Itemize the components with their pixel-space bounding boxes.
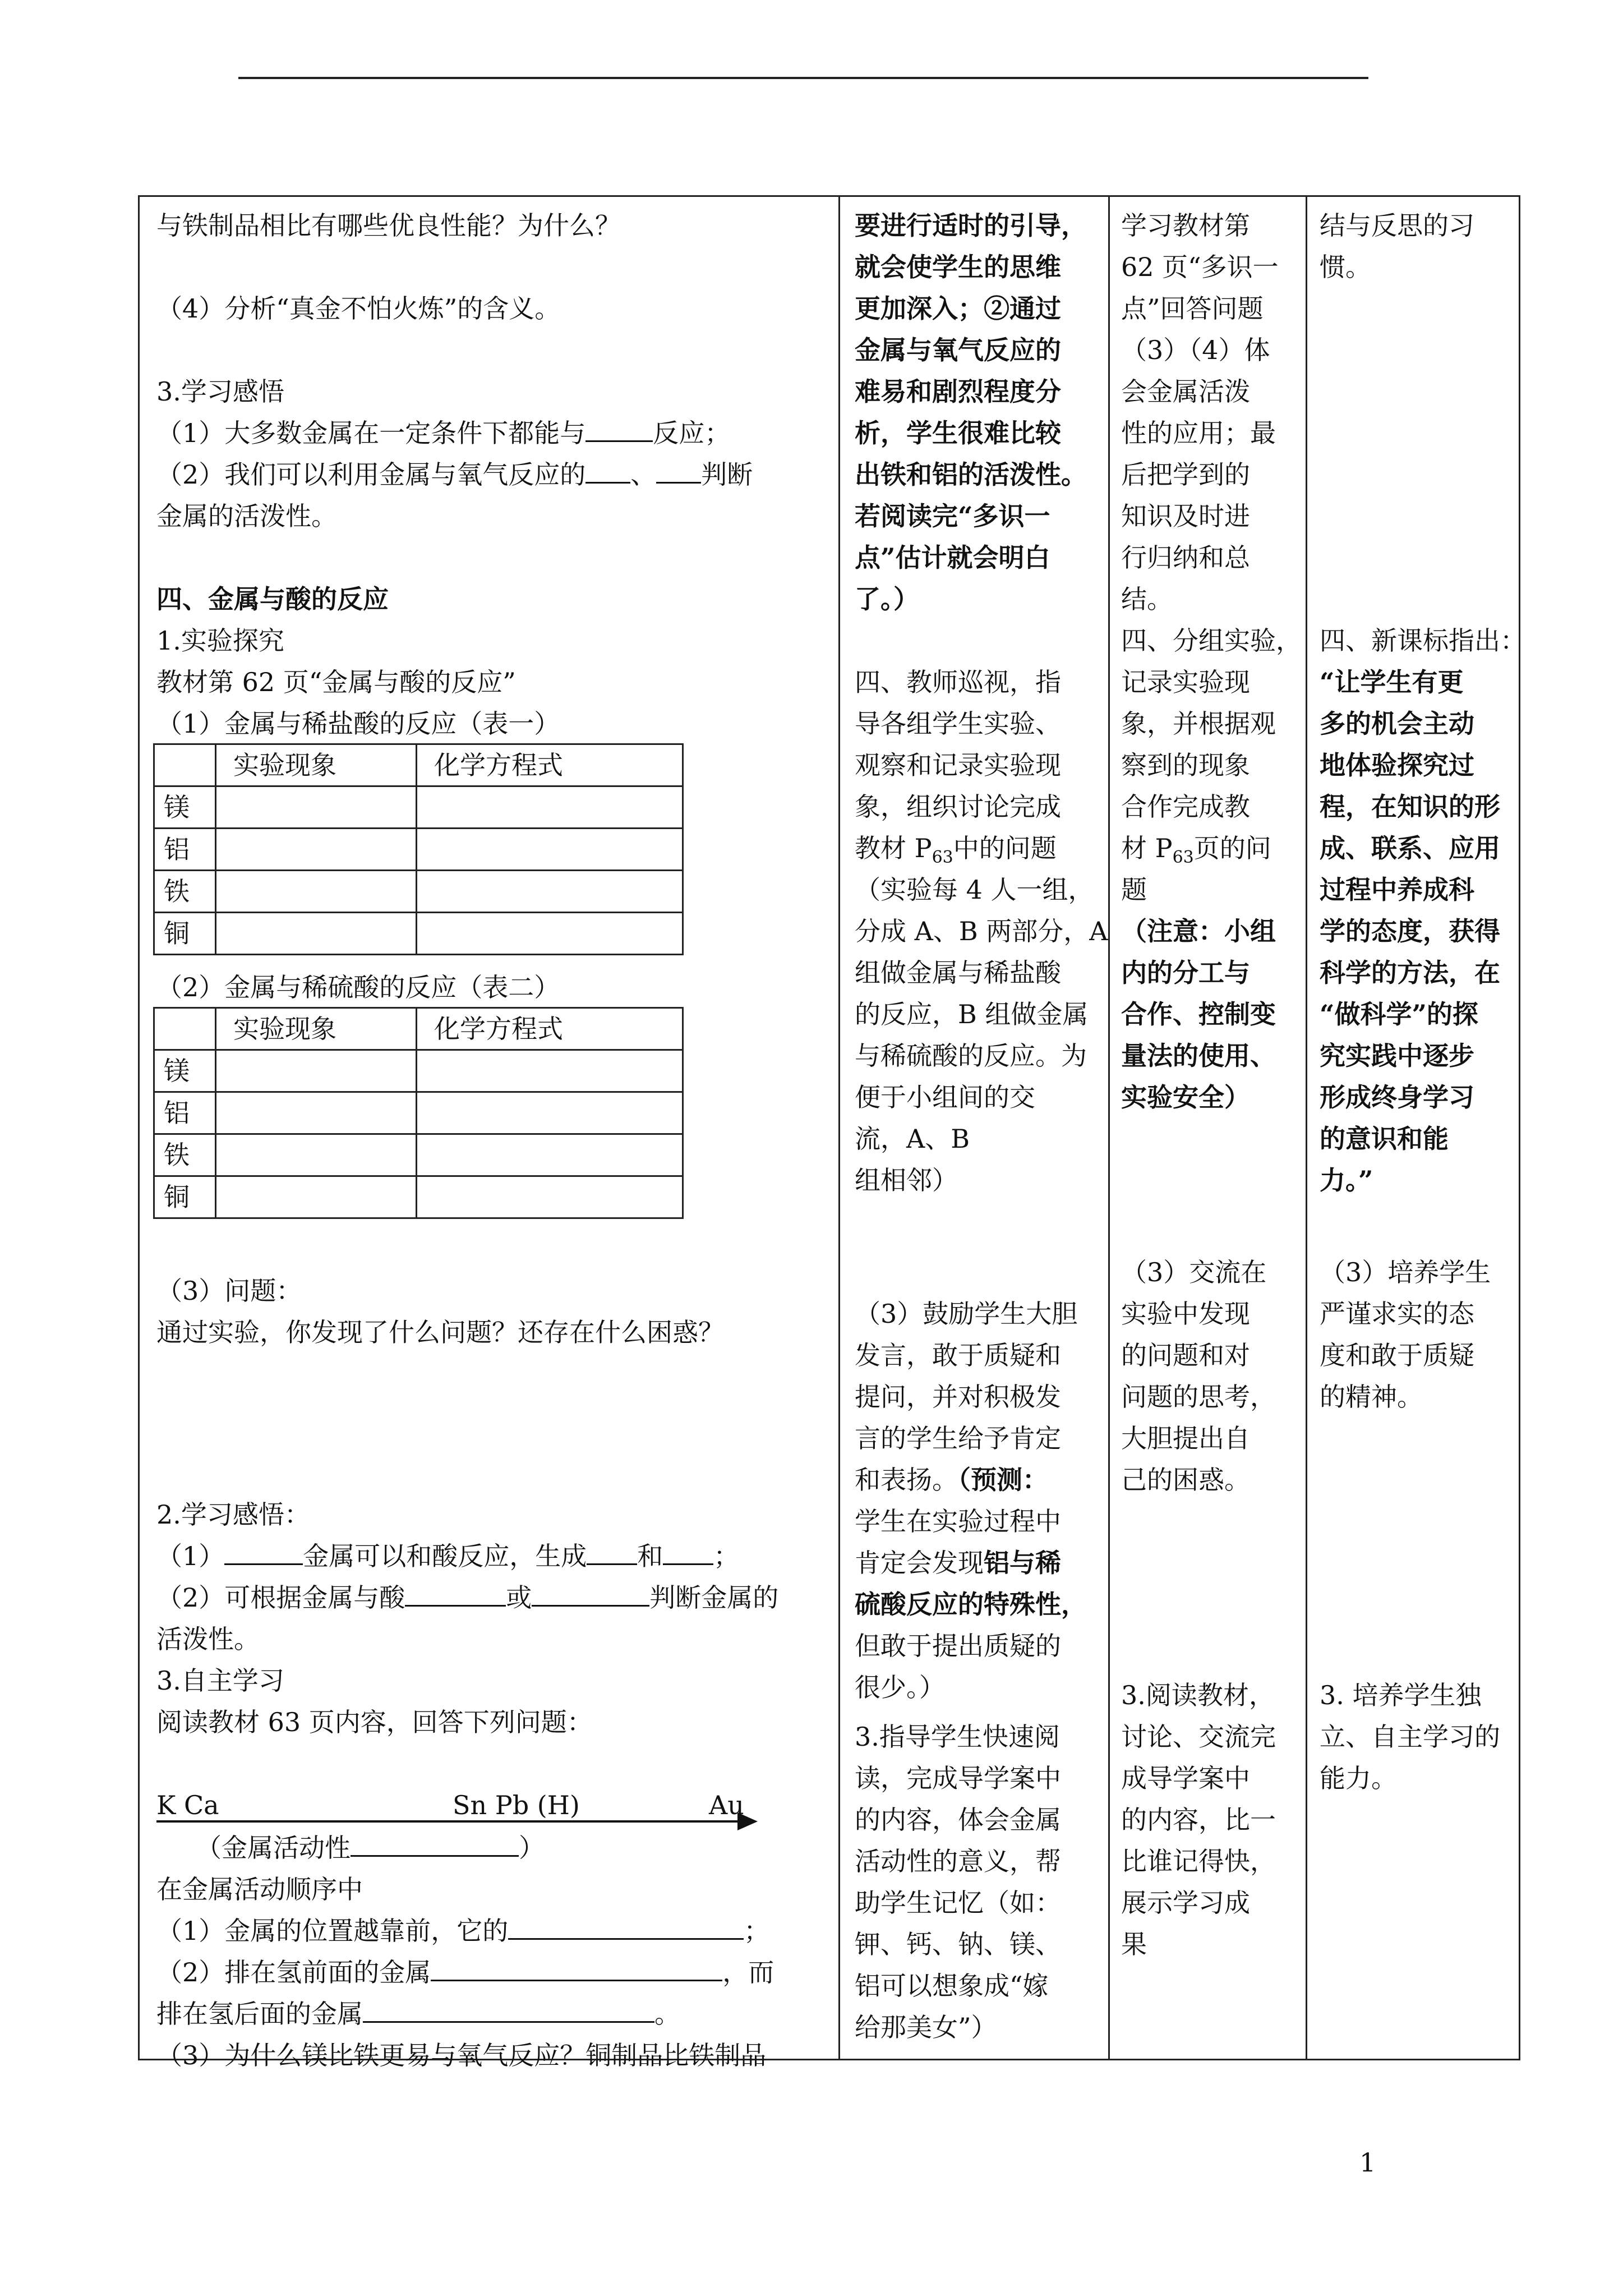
text-line: （实验每 4 人一组， (855, 875, 1094, 905)
text-line: 多的机会主动 (1320, 708, 1474, 739)
text-line: （3）（4）体 (1121, 335, 1270, 365)
text-line: 钾、钙、钠、镁、 (855, 1929, 1061, 1959)
text-line: 流，A、B (855, 1124, 970, 1154)
text-line: 导各组学生实验、 (855, 708, 1061, 739)
text-line: 果 (1121, 1929, 1147, 1959)
text-line: 学生在实验过程中 (855, 1506, 1061, 1536)
text-line: （3）问题： (156, 1276, 302, 1306)
answer-blank[interactable] (351, 1830, 519, 1857)
observation-cell[interactable] (216, 829, 417, 871)
text-line: （1）金属的位置越靠前，它的 ； (156, 1912, 769, 1949)
text-line: 很少。） (855, 1672, 945, 1703)
metal-cell: 镁 (154, 1050, 216, 1092)
text-line: 结与反思的习 (1320, 210, 1474, 241)
text-line: （2）排在氢前面的金属 ，而 (156, 1954, 774, 1991)
observation-cell[interactable] (216, 1092, 417, 1134)
text-line: （金属活动性 ） (196, 1829, 545, 1866)
metal-cell: 镁 (154, 786, 216, 829)
header-cell: 实验现象 (216, 1008, 417, 1050)
equation-cell[interactable] (417, 913, 683, 955)
text-line: 活泼性。 (156, 1624, 260, 1654)
header-cell (154, 1008, 216, 1050)
text-line: 究实践中逐步 (1320, 1041, 1474, 1071)
arrow-line (156, 1820, 740, 1823)
text-line: 给那美女”） (855, 2012, 997, 2042)
text-line: 就会使学生的思维 (855, 252, 1061, 282)
text-line: 3. 培养学生独 (1320, 1680, 1482, 1710)
text-line: 的内容，比一 (1121, 1805, 1276, 1835)
observation-cell[interactable] (216, 1176, 417, 1218)
text-line: 难易和剧烈程度分 (855, 376, 1061, 407)
text-line: 材 $P_{63}$页的问 (1121, 833, 1271, 867)
text-line: 的问题和对 (1121, 1340, 1250, 1370)
text-line: “让学生有更 (1320, 667, 1464, 697)
text-line: 的内容，体会金属 (855, 1805, 1061, 1835)
answer-blank[interactable] (431, 1955, 722, 1981)
text-line: 通过实验，你发现了什么问题？还存在什么困惑？ (156, 1317, 724, 1347)
text-line: 金属与氧气反应的 (855, 335, 1061, 365)
header-cell: 实验现象 (216, 744, 417, 786)
header-cell: 化学方程式 (417, 744, 683, 786)
answer-blank[interactable] (585, 416, 653, 442)
text-line: 3.指导学生快速阅 (855, 1722, 1060, 1752)
text-line: 阅读教材 63 页内容，回答下列问题： (156, 1707, 593, 1737)
text-line: 铝可以想象成“嫁 (855, 1971, 1049, 2001)
equation-cell[interactable] (417, 786, 683, 829)
metal-cell: 铜 (154, 1176, 216, 1218)
metal-cell: 铜 (154, 913, 216, 955)
h2so4-reaction-table (153, 1007, 684, 1219)
text-line: 讨论、交流完 (1121, 1722, 1276, 1752)
text-line: 度和敢于质疑 (1320, 1340, 1474, 1370)
text-line: 了。） (855, 584, 919, 614)
text-line: （1）大多数金属在一定条件下都能与 反应； (156, 415, 730, 452)
text-line: 2.学习感悟： (156, 1499, 310, 1530)
text-line: 硫酸反应的特殊性， (855, 1589, 1087, 1619)
text-line: 提问，并对积极发 (855, 1382, 1061, 1412)
text-line: 言的学生给予肯定 (855, 1423, 1061, 1453)
text-line: 组相邻） (855, 1165, 958, 1195)
answer-blank[interactable] (656, 457, 701, 484)
text-line: 的反应，B 组做金属 (855, 999, 1089, 1029)
metal-cell: 铁 (154, 1134, 216, 1176)
text-line: 与铁制品相比有哪些优良性能？为什么？ (156, 210, 621, 241)
text-line: （3）培养学生 (1320, 1257, 1491, 1287)
text-line: 出铁和铝的活泼性。 (855, 459, 1087, 490)
text-line: 科学的方法，在 (1320, 958, 1500, 988)
text-line: （3）交流在 (1121, 1257, 1267, 1287)
text-line: 3.学习感悟 (156, 376, 284, 407)
text-line: 金属的活泼性。 (156, 501, 337, 531)
answer-blank[interactable] (224, 1539, 303, 1565)
table-caption: （2）金属与稀硫酸的反应（表二） (156, 972, 560, 1002)
student-activity-column (139, 196, 840, 2070)
page-number: 1 (1359, 2147, 1376, 2178)
answer-blank[interactable] (363, 1996, 654, 2023)
text-line: 排在氢后面的金属 。 (156, 1995, 680, 2032)
design-intent-column (1307, 196, 1526, 2060)
text-line: 问题的思考， (1121, 1382, 1276, 1412)
text-line: 立、自主学习的 (1320, 1722, 1500, 1752)
equation-cell[interactable] (417, 1176, 683, 1218)
text-line: 发言，敢于质疑和 (855, 1340, 1061, 1370)
text-line: 学习教材第 (1121, 210, 1250, 241)
text-line: 实验中发现 (1121, 1299, 1250, 1329)
text-line: 察到的现象 (1121, 750, 1250, 780)
text-line: 但敢于提出质疑的 (855, 1631, 1061, 1661)
text-line: （1） 金属可以和酸反应，生成 和 ； (156, 1538, 739, 1575)
student-task-column (1109, 196, 1307, 2060)
text-line: 后把学到的 (1121, 459, 1250, 490)
text-line: 象，并根据观 (1121, 708, 1276, 739)
answer-blank[interactable] (508, 1913, 744, 1940)
equation-cell[interactable] (417, 1050, 683, 1092)
text-line: 学的态度，获得 (1320, 916, 1500, 946)
text-line: 读，完成导学案中 (855, 1763, 1061, 1793)
text-line: （3）为什么镁比铁更易与氧气反应？铜制品比铁制品 (156, 2040, 767, 2070)
header-cell (154, 744, 216, 786)
answer-blank[interactable] (532, 1580, 649, 1607)
text-line: 肯定会发现铝与稀 (855, 1548, 1061, 1578)
text-line: 严谨求实的态 (1320, 1299, 1474, 1329)
text-line: 点”估计就会明白 (855, 542, 1050, 573)
text-line: 四、教师巡视，指 (855, 667, 1061, 697)
observation-cell[interactable] (216, 1050, 417, 1092)
text-line: 性的应用；最 (1121, 418, 1276, 448)
series-label-right: Au (709, 1790, 744, 1820)
text-line: 象，组织讨论完成 (855, 792, 1061, 822)
series-label-mid: Sn Pb (H) (453, 1790, 580, 1820)
text-line: 实验安全） (1121, 1082, 1250, 1112)
text-line: 分成 A、B 两部分，A (855, 916, 1108, 946)
observation-cell[interactable] (216, 913, 417, 955)
text-line: 3.自主学习 (156, 1665, 284, 1696)
text-line: 力。” (1320, 1165, 1373, 1195)
text-line: 展示学习成 (1121, 1888, 1250, 1918)
equation-cell[interactable] (417, 871, 683, 913)
text-line: 要进行适时的引导， (855, 210, 1087, 241)
text-line: 62 页“多识一 (1121, 252, 1279, 282)
text-line: 惯。 (1320, 252, 1371, 282)
text-line: 活动性的意义，帮 (855, 1846, 1061, 1876)
text-line: 四、分组实验， (1121, 625, 1302, 656)
text-line: （2）我们可以利用金属与氧气反应的 、 判断 (156, 456, 753, 493)
text-line: 内的分工与 (1121, 958, 1250, 988)
teacher-activity-column (840, 196, 1109, 2060)
equation-cell[interactable] (417, 1134, 683, 1176)
text-line: 点”回答问题 (1121, 293, 1264, 324)
header-cell: 化学方程式 (417, 1008, 683, 1050)
series-label-left: K Ca (156, 1790, 219, 1820)
equation-cell[interactable] (417, 829, 683, 871)
text-line: 的意识和能 (1320, 1124, 1449, 1154)
text-line: 形成终身学习 (1320, 1082, 1474, 1112)
answer-blank[interactable] (663, 1539, 713, 1565)
observation-cell[interactable] (216, 871, 417, 913)
text-line: 合作完成教 (1121, 792, 1250, 822)
text-line: 题 (1121, 875, 1147, 905)
header-rule (238, 77, 1368, 79)
metal-cell: 铁 (154, 871, 216, 913)
section-heading: 四、金属与酸的反应 (156, 584, 389, 614)
answer-blank[interactable] (405, 1580, 506, 1607)
text-line: 1.实验探究 (156, 625, 284, 656)
metal-cell: 铝 (154, 829, 216, 871)
answer-blank[interactable] (585, 457, 630, 484)
observation-cell[interactable] (216, 1134, 417, 1176)
answer-blank[interactable] (587, 1539, 637, 1565)
text-line: 记录实验现 (1121, 667, 1250, 697)
lesson-plan-table (138, 195, 1526, 2070)
text-line: 己的困惑。 (1121, 1465, 1250, 1495)
text-line: 大胆提出自 (1121, 1423, 1250, 1453)
text-line: 析，学生很难比较 (855, 418, 1061, 448)
text-line: 行归纳和总 (1121, 542, 1250, 573)
text-line: “做科学”的探 (1320, 999, 1478, 1029)
arrow-head-icon (737, 1812, 758, 1830)
text-line: 四、新课标指出： (1320, 625, 1526, 656)
equation-cell[interactable] (417, 1092, 683, 1134)
text-line: 比谁记得快， (1121, 1846, 1276, 1876)
text-line: 的精神。 (1320, 1382, 1423, 1412)
text-line: 观察和记录实验现 (855, 750, 1061, 780)
text-line: 与稀硫酸的反应。为 (855, 1041, 1087, 1071)
text-line: 能力。 (1320, 1763, 1397, 1793)
text-line: 地体验探究过 (1320, 750, 1474, 780)
text-line: 3.阅读教材， (1121, 1680, 1275, 1710)
text-line: 教材 $P_{63}$中的问题 (855, 833, 1057, 867)
text-line: 助学生记忆（如： (855, 1888, 1061, 1918)
metal-cell: 铝 (154, 1092, 216, 1134)
text-line: 合作、控制变 (1121, 999, 1276, 1029)
text-line: 量法的使用、 (1121, 1041, 1276, 1071)
text-line: 知识及时进 (1121, 501, 1250, 531)
hcl-reaction-table (153, 743, 684, 955)
text-line: 会金属活泼 (1121, 376, 1250, 407)
text-line: 结。 (1121, 584, 1173, 614)
text-line: 便于小组间的交 (855, 1082, 1035, 1112)
text-line: 成导学案中 (1121, 1763, 1250, 1793)
text-line: 程，在知识的形 (1320, 792, 1500, 822)
table-caption: （1）金属与稀盐酸的反应（表一） (156, 708, 560, 739)
text-line: 若阅读完“多识一 (855, 501, 1050, 531)
text-line: 更加深入；②通过 (855, 293, 1061, 324)
text-line: （3）鼓励学生大胆 (855, 1299, 1078, 1329)
text-line: 和表扬。（预测： (855, 1465, 1048, 1495)
text-line: 教材第 62 页“金属与酸的反应” (156, 667, 516, 697)
text-line: （2）可根据金属与酸 或 判断金属的 (156, 1579, 778, 1616)
text-line: 成、联系、应用 (1320, 833, 1500, 863)
text-line: 组做金属与稀盐酸 (855, 958, 1061, 988)
text-line: （4）分析“真金不怕火炼”的含义。 (156, 293, 561, 324)
text-line: 过程中养成科 (1320, 875, 1474, 905)
observation-cell[interactable] (216, 786, 417, 829)
text-line: （注意：小组 (1121, 916, 1276, 946)
text-line: 在金属活动顺序中 (156, 1874, 363, 1904)
